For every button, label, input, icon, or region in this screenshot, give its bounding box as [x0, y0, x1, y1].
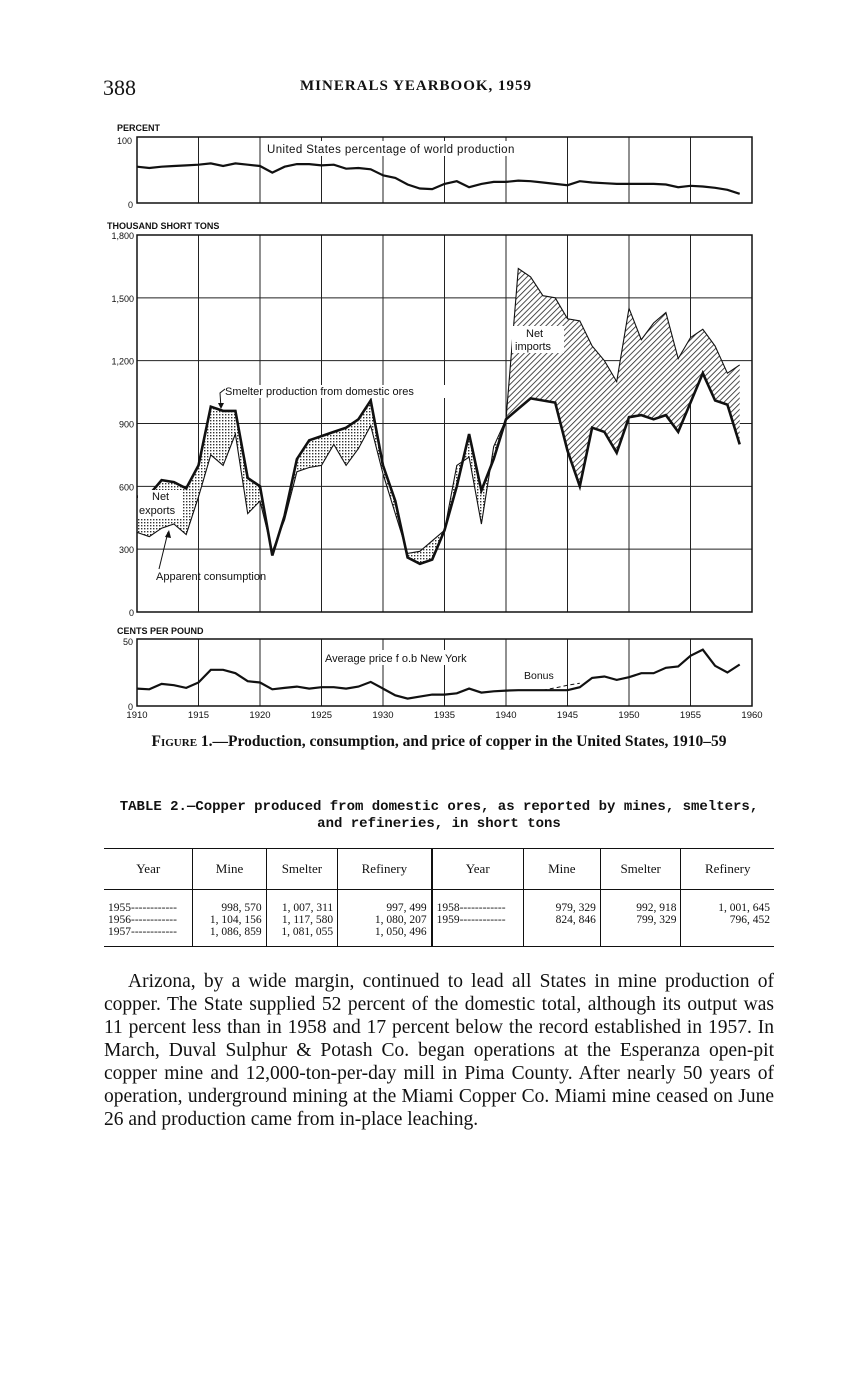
table-title — [104, 799, 774, 833]
bonus-label: Bonus — [524, 670, 554, 682]
consumption-label: Apparent consumption — [156, 571, 267, 583]
running-title: MINERALS YEARBOOK, 1959 — [300, 78, 533, 94]
net-exports-label-1: Net — [152, 491, 170, 503]
consumption-label-arrow — [159, 532, 168, 569]
panel1-title: United States percentage of world production — [267, 144, 515, 156]
x-tick-label: 1960 — [741, 710, 763, 721]
y-tick-label: 600 — [118, 482, 134, 493]
y-tick-label: 1,500 — [111, 293, 134, 304]
x-tick-label: 1935 — [433, 710, 456, 721]
x-tick-label: 1925 — [310, 710, 333, 721]
cell-years-left: 1955------------ 1956------------ 1957------------ — [104, 890, 193, 947]
x-tick-label: 1910 — [126, 710, 148, 721]
smelter-label: Smelter production from domestic ores — [225, 386, 414, 398]
table-title-line1: TABLE 2.—Copper produced from domestic ores, as reported by mines, smelters, — [119, 799, 759, 815]
y-tick-label: 900 — [118, 419, 134, 430]
panel3-grid — [199, 639, 691, 706]
cell-mine-right: 979, 329 824, 846 — [523, 890, 600, 947]
cell-years-right: 1958------------ 1959------------ — [432, 890, 524, 947]
col-mine-right: Mine — [523, 849, 600, 890]
figure-caption — [104, 733, 774, 751]
y-tick-label: 300 — [118, 545, 134, 556]
net-imports-label-1: Net — [526, 328, 544, 340]
x-axis-ticks — [126, 710, 762, 721]
x-tick-label: 1920 — [249, 710, 271, 721]
panel1-ytick-top: 100 — [117, 136, 133, 146]
panel3-ytick-top: 50 — [123, 637, 134, 647]
panel3-ytick-bottom: 0 — [128, 702, 134, 712]
cell-refinery-left: 997, 499 1, 080, 207 1, 050, 496 — [338, 890, 432, 947]
figure-caption-lead: Figure — [151, 733, 198, 750]
y-tick-label: 0 — [128, 608, 134, 618]
col-smelter-right: Smelter — [600, 849, 681, 890]
world-share-line — [137, 163, 740, 193]
net-exports-label-2: exports — [139, 505, 176, 517]
net-imports-label-2: imports — [515, 341, 552, 353]
col-mine-left: Mine — [193, 849, 266, 890]
y-tick-label: 1,800 — [111, 231, 134, 241]
col-refinery-left: Refinery — [338, 849, 432, 890]
table-header-row — [104, 849, 774, 890]
page-number: 388 — [103, 75, 136, 100]
copper-table — [104, 848, 774, 947]
cell-smelter-left: 1, 007, 311 1, 117, 580 1, 081, 055 — [266, 890, 338, 947]
x-tick-label: 1930 — [372, 710, 394, 721]
body-paragraph: Arizona, by a wide margin, continued to lead all States in mine production of copper. The State supplied 52 percent of the domestic total, although its output was 11 percent less than in 1958 and 17 percent below the record established in 1957. In March, Duval Sulphur & Potash Co. began operations at the Esperanza open-pit copper mine and 12,000-ton-per-day mill in Pima County. After nearly 50 years of operation, underground mining at the Miami Copper Co. Miami mine ceased on June 26 and production came from in-place leaching. — [104, 971, 774, 1130]
figure-caption-text: 1.—Production, consumption, and price of copper in the United States, 1910–59 — [197, 733, 727, 750]
x-tick-label: 1945 — [556, 710, 579, 721]
panel3-ylabel: CENTS PER POUND — [117, 626, 204, 636]
x-tick-label: 1950 — [618, 710, 640, 721]
cell-refinery-right: 1, 001, 645 796, 452 — [681, 890, 774, 947]
consumption-arrowhead — [165, 530, 171, 538]
cell-mine-left: 998, 570 1, 104, 156 1, 086, 859 — [193, 890, 266, 947]
x-tick-label: 1955 — [679, 710, 702, 721]
table-title-line2: and refineries, in short tons — [317, 816, 561, 832]
col-smelter-left: Smelter — [266, 849, 338, 890]
col-year-right: Year — [432, 849, 524, 890]
y-tick-label: 1,200 — [111, 356, 134, 367]
panel1-ytick-bottom: 0 — [128, 200, 134, 210]
panel1-ylabel: PERCENT — [117, 123, 161, 133]
x-tick-label: 1940 — [495, 710, 517, 721]
table-row — [104, 890, 774, 947]
col-year-left: Year — [104, 849, 193, 890]
panel2-y-ticks — [111, 231, 134, 618]
panel3-title: Average price f o.b New York — [325, 653, 467, 665]
panel2-ylabel: THOUSAND SHORT TONS — [107, 221, 220, 231]
x-tick-label: 1915 — [187, 710, 210, 721]
cell-smelter-right: 992, 918 799, 329 — [600, 890, 681, 947]
col-refinery-right: Refinery — [681, 849, 774, 890]
